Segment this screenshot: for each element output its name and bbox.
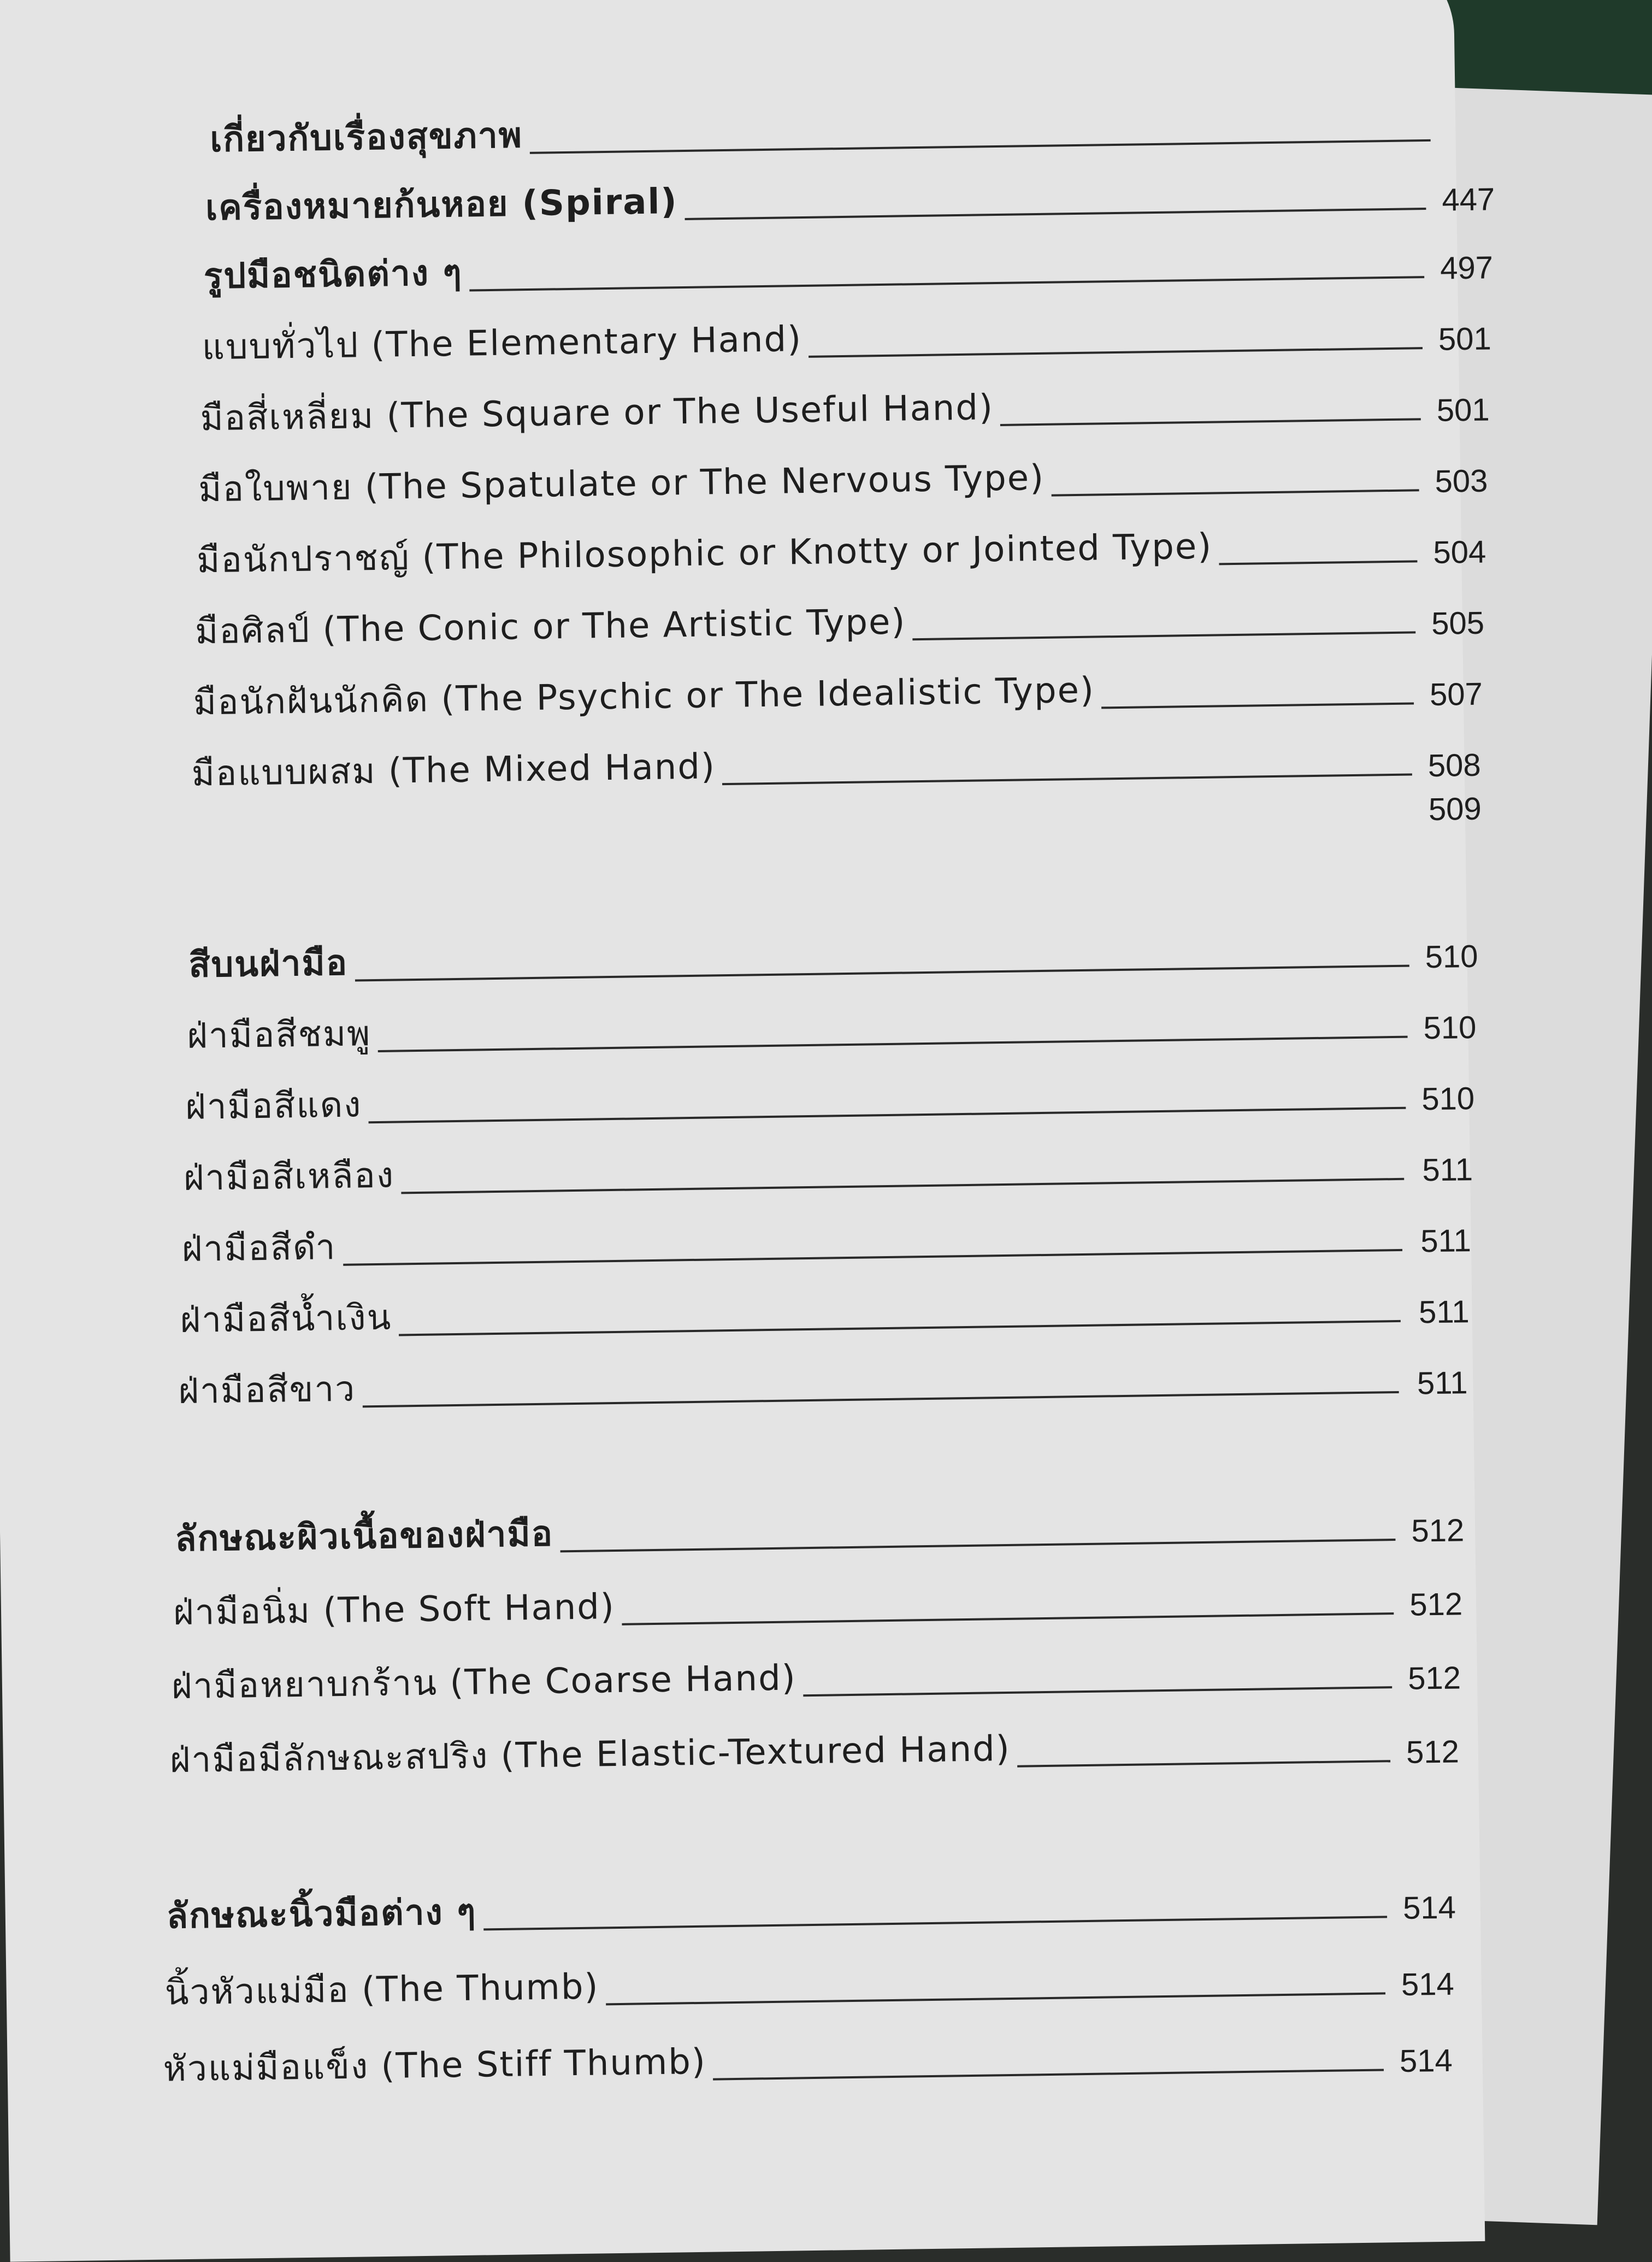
toc-entry-title: สีบนฝ่ามือ [188,942,349,986]
toc-entry-title: ฝ่ามือสีแดง [185,1085,362,1128]
toc-entry-page: 511 [1418,1294,1470,1330]
toc-entry-title: หัวแม่มือแข็ง (The Stiff Thumb) [163,2041,707,2090]
toc-entry [183,1132,1473,1206]
toc-entry-title: ฝ่ามือมีลักษณะสปริง (The Elastic-Textured Hand) [169,1728,1011,1781]
toc-entry-title: ฝ่ามือสีชมพู [186,1014,371,1057]
toc-entry-page: 512 [1411,1512,1465,1549]
toc-entry-title: มือแบบผสม (The Mixed Hand) [191,746,716,794]
toc-entry-page: 447 [1441,181,1495,218]
toc-entry-title: ฝ่ามือสีดำ [181,1227,337,1270]
toc-entry [193,657,1483,731]
toc-entry-title: ลักษณะผิวเนื้อของฝ่ามือ [174,1513,554,1560]
toc-entry [174,1493,1464,1566]
toc-entry-page: 501 [1436,392,1490,428]
toc-entry [203,230,1493,304]
dot-leader [378,1036,1408,1052]
toc-entry [200,372,1490,446]
toc-entry-title: มือสี่เหลี่ยม (The Square or The Useful Hand) [200,387,994,439]
dot-leader [369,1107,1406,1124]
dot-leader [913,631,1416,640]
toc-entry [181,1203,1471,1277]
toc-entry [194,586,1484,659]
toc-entry-title: แบบทั่วไป (The Elementary Hand) [202,319,803,368]
toc-entry [166,1870,1456,1944]
toc-entry-page: 514 [1399,2042,1453,2080]
toc-entry [178,1345,1468,1419]
toc-entry-page: 507 [1429,676,1483,713]
toc-entry-title: เครื่องหมายก้นหอย (Spiral) [205,181,678,229]
toc-entry-page: 497 [1439,250,1494,286]
toc-entry [163,2023,1453,2097]
toc-entry [210,93,1500,167]
toc-entry-page: 505 [1431,605,1485,641]
toc-entry-title: มือนักปราชญ์ (The Philosophic or Knotty or Jointed Type) [196,526,1213,581]
dot-leader [685,208,1426,220]
toc-entry-page: 512 [1409,1586,1463,1623]
dot-leader [809,347,1423,358]
toc-entry-title: นิ้วหัวแม่มือ (The Thumb) [164,1966,599,2013]
toc-entry-page: 508 [1427,747,1482,784]
dot-leader [1101,702,1414,709]
toc-entry-page: 510 [1423,1009,1477,1046]
toc-entry-title: ฝ่ามือสีขาว [178,1369,356,1412]
toc-entry-page: 510 [1421,1080,1475,1117]
toc-entry-page: 511 [1417,1365,1468,1401]
toc-entry-title: ลักษณะนิ้วมือต่าง ๆ [166,1892,477,1937]
dot-leader [199,817,1413,836]
toc-entry [196,515,1486,588]
dot-leader [343,1249,1402,1266]
toc-entry [202,301,1491,375]
dot-leader [560,1539,1395,1552]
dot-leader [469,276,1424,291]
toc-entry-title: ฝ่ามือสีเหลือง [183,1155,395,1199]
dot-leader [713,2069,1384,2080]
toc-entry-page: 509 [1428,791,1482,828]
toc-entry-page: 504 [1432,534,1486,570]
toc-entry-page: 512 [1407,1660,1461,1696]
toc-entry [191,728,1481,802]
toc-entry-page: 514 [1402,1889,1456,1926]
dot-leader [1017,1760,1390,1768]
dot-leader [1000,418,1421,426]
dot-leader [483,1916,1387,1930]
toc-entry-page: 512 [1406,1734,1460,1770]
toc-entry [205,162,1495,235]
toc-entry-title: มือใบพาย (The Spatulate or The Nervous Type) [198,457,1045,510]
toc-entry-title: ฝ่ามือนิ่ม (The Soft Hand) [173,1587,616,1634]
dot-leader [1219,560,1418,565]
toc-entry [173,1566,1462,1640]
toc-entry-title: ฝ่ามือสีน้ำเงิน [180,1297,392,1341]
toc-entry-page: 514 [1401,1966,1455,2002]
dot-leader [1051,489,1419,496]
dot-leader [529,139,1430,154]
toc-entry [169,1714,1459,1788]
dot-leader [622,1612,1394,1625]
toc-entry [187,990,1477,1064]
toc-entry [185,1061,1474,1135]
dot-leader [401,1178,1404,1194]
dot-leader [803,1686,1392,1696]
toc-entry [180,1274,1470,1348]
toc-entry-title: รูปมือชนิดต่าง ๆ [203,252,463,297]
dot-leader [399,1320,1401,1336]
dot-leader [722,773,1412,785]
toc-entry-page: 510 [1425,938,1478,975]
dot-leader [363,1391,1399,1407]
toc-entry [188,919,1478,993]
toc-entry-page: 511 [1420,1223,1472,1259]
toc-entry-title: มือนักฝันนักคิด (The Psychic or The Idealistic Type) [193,670,1095,723]
toc-entry-title: มือศิลป์ (The Conic or The Artistic Type) [194,602,906,652]
toc-entry-page: 503 [1435,463,1488,499]
toc-entry-title: ฝ่ามือหยาบกร้าน (The Coarse Hand) [171,1658,797,1707]
dot-leader [355,965,1409,982]
toc-entry-page: 501 [1438,321,1492,357]
toc-entry [171,1640,1461,1714]
toc-entry-page: 511 [1422,1152,1473,1188]
dot-leader [606,1992,1385,2005]
toc-entry [164,1947,1454,2021]
toc-entry-title: เกี่ยวกับเรื่องสุขภาพ [209,115,523,161]
toc-entry [198,444,1488,517]
